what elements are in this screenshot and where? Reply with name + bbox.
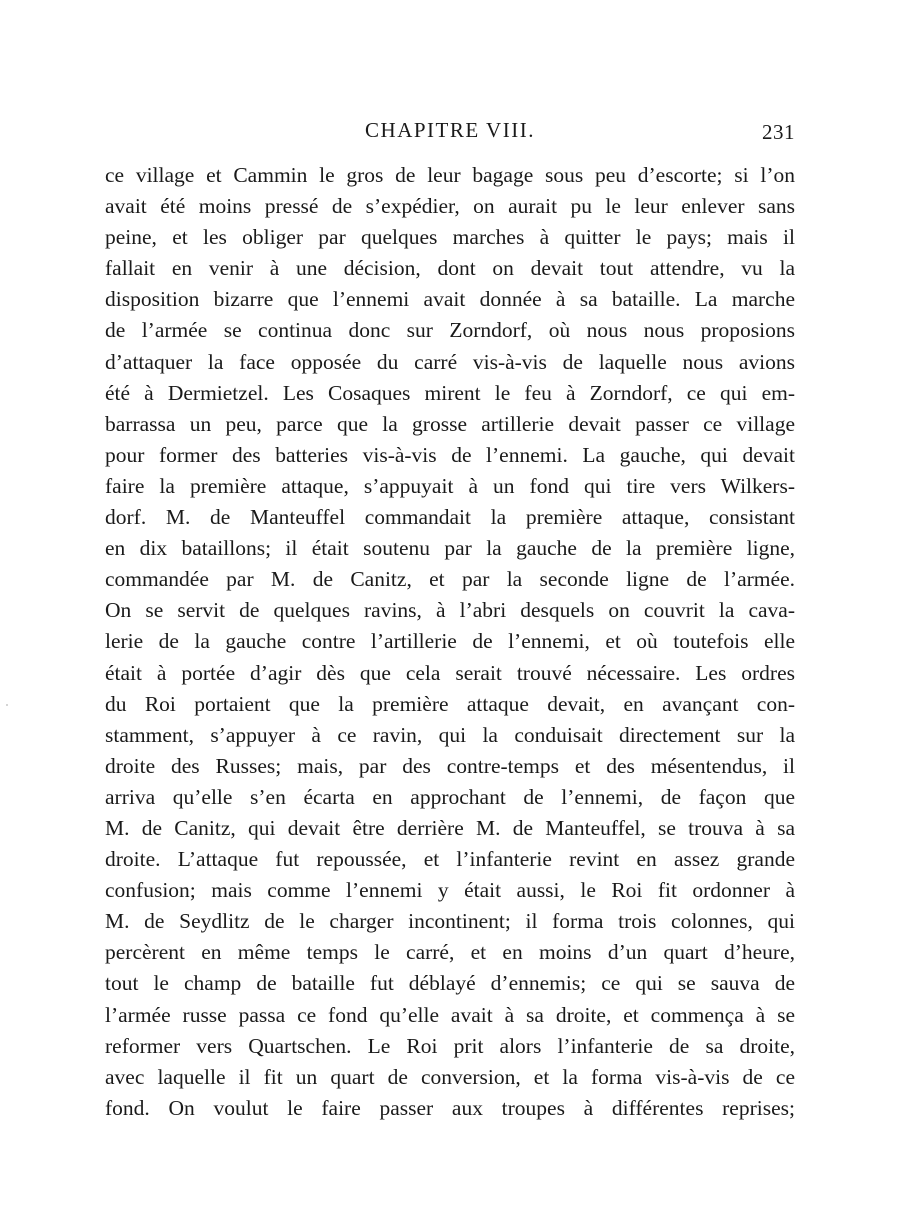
text-line: On se servit de quelques ravins, à l’abri desquels on couvrit la cava-: [105, 598, 795, 623]
text-line: avec laquelle il fit un quart de conversion, et la forma vis-à-vis de ce: [105, 1064, 795, 1089]
body-text: [105, 160, 795, 1124]
page-number: 231: [762, 120, 795, 144]
text-line: dorf. M. de Manteuffel commandait la première attaque, consistant: [105, 505, 795, 530]
text-line: barrassa un peu, parce que la grosse artillerie devait passer ce village: [105, 411, 795, 436]
text-line: en dix bataillons; il était soutenu par la gauche de la première ligne,: [105, 536, 795, 561]
text-line: tout le champ de bataille fut déblayé d’ennemis; ce qui se sauva de: [105, 971, 795, 996]
text-line: était à portée d’agir dès que cela serait trouvé nécessaire. Les ordres: [105, 660, 795, 685]
text-line: pour former des batteries vis-à-vis de l’ennemi. La gauche, qui devait: [105, 442, 795, 467]
text-line: fond. On voulut le faire passer aux troupes à différentes reprises;: [105, 1095, 795, 1120]
running-head: CHAPITRE VIII.: [365, 118, 535, 142]
text-line: d’attaquer la face opposée du carré vis-à-vis de laquelle nous avions: [105, 349, 795, 374]
text-line: de l’armée se continua donc sur Zorndorf, où nous nous proposions: [105, 318, 795, 343]
page-header: [105, 118, 795, 148]
text-line: reformer vers Quartschen. Le Roi prit alors l’infanterie de sa droite,: [105, 1033, 795, 1058]
text-line: du Roi portaient que la première attaque devait, en avançant con-: [105, 691, 795, 716]
text-line: disposition bizarre que l’ennemi avait donnée à sa bataille. La marche: [105, 287, 795, 312]
text-line: droite des Russes; mais, par des contre-temps et des mésentendus, il: [105, 753, 795, 778]
text-line: arriva qu’elle s’en écarta en approchant de l’ennemi, de façon que: [105, 784, 795, 809]
text-line: droite. L’attaque fut repoussée, et l’infanterie revint en assez grande: [105, 847, 795, 872]
text-line: M. de Canitz, qui devait être derrière M. de Manteuffel, se trouva à sa: [105, 815, 795, 840]
text-line: stamment, s’appuyer à ce ravin, qui la conduisait directement sur la: [105, 722, 795, 747]
text-line: fallait en venir à une décision, dont on devait tout attendre, vu la: [105, 256, 795, 281]
text-line: M. de Seydlitz de le charger incontinent; il forma trois colonnes, qui: [105, 909, 795, 934]
text-line: faire la première attaque, s’appuyait à un fond qui tire vers Wilkers-: [105, 473, 795, 498]
text-line: été à Dermietzel. Les Cosaques mirent le feu à Zorndorf, ce qui em-: [105, 380, 795, 405]
text-line: confusion; mais comme l’ennemi y était aussi, le Roi fit ordonner à: [105, 878, 795, 903]
text-line: commandée par M. de Canitz, et par la seconde ligne de l’armée.: [105, 567, 795, 592]
text-line: lerie de la gauche contre l’artillerie de l’ennemi, et où toutefois elle: [105, 629, 795, 654]
text-line: l’armée russe passa ce fond qu’elle avait à sa droite, et commença à se: [105, 1002, 795, 1027]
text-line: avait été moins pressé de s’expédier, on aurait pu le leur enlever sans: [105, 194, 795, 219]
text-line: peine, et les obliger par quelques marches à quitter le pays; mais il: [105, 225, 795, 250]
text-line: ce village et Cammin le gros de leur bagage sous peu d’escorte; si l’on: [105, 163, 795, 187]
margin-speck: [6, 704, 8, 706]
text-line: percèrent en même temps le carré, et en moins d’un quart d’heure,: [105, 940, 795, 965]
